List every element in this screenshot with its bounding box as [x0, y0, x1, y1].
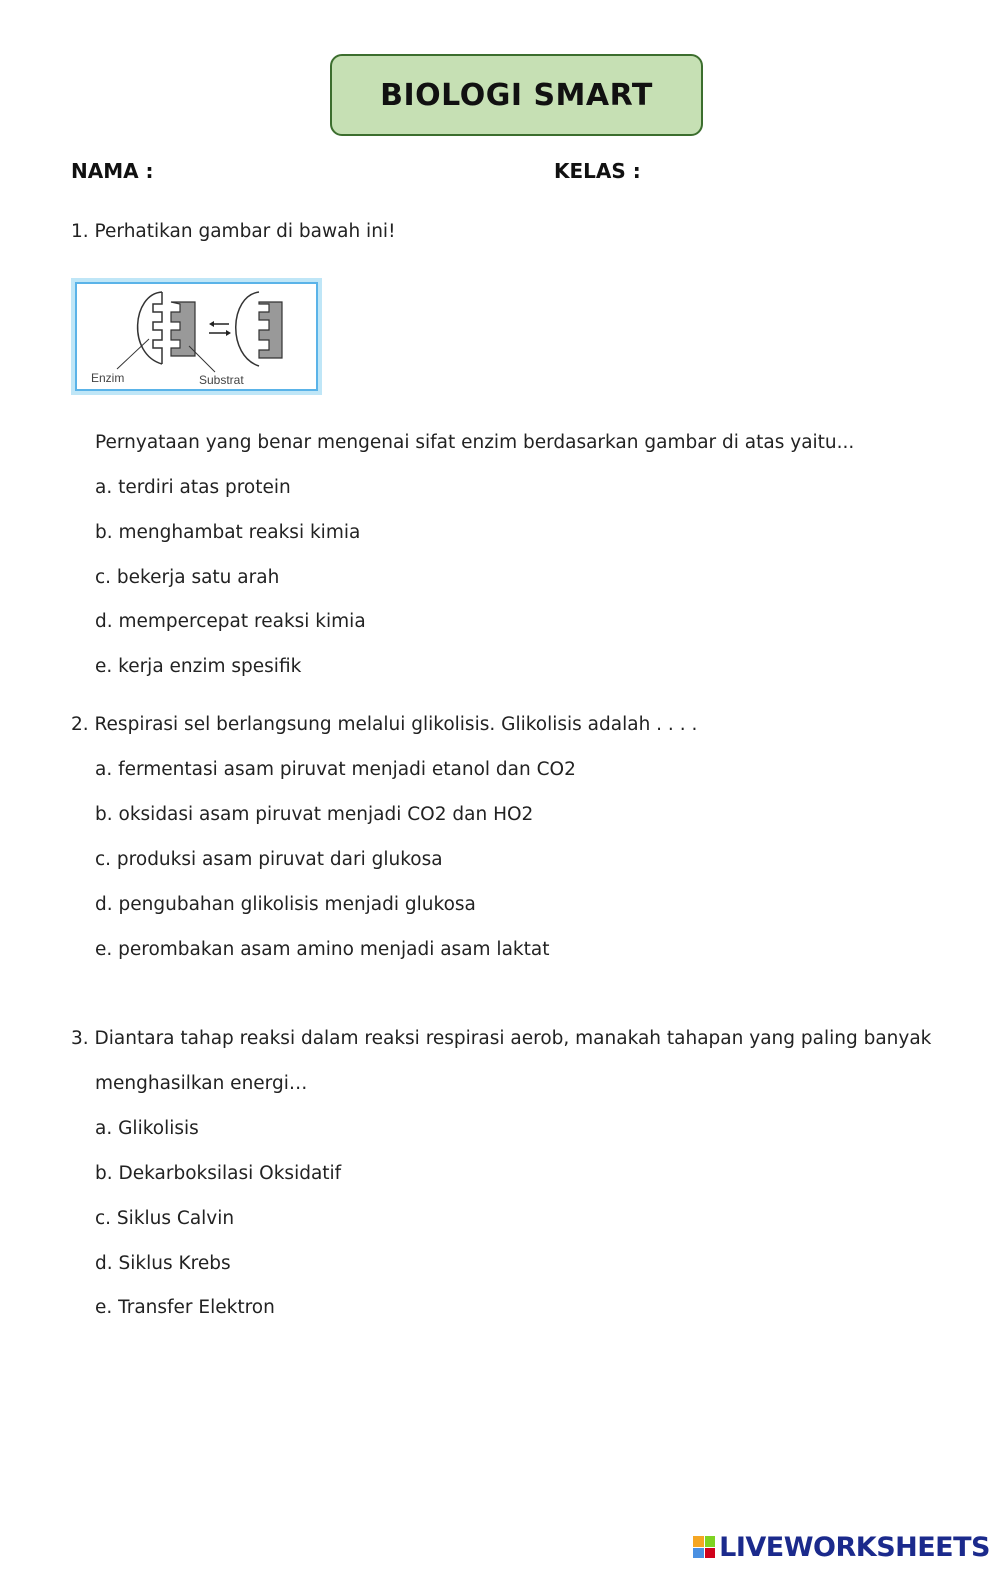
q3-option-d[interactable]: d. Siklus Krebs	[95, 1253, 231, 1274]
page-title: BIOLOGI SMART	[380, 77, 653, 113]
q3-option-b[interactable]: b. Dekarboksilasi Oksidatif	[95, 1163, 342, 1184]
q3-option-a[interactable]: a. Glikolisis	[95, 1118, 199, 1139]
question-3-stem-line2: menghasilkan energi…	[95, 1073, 308, 1094]
logo-mark-icon	[693, 1536, 715, 1558]
question-3-stem-line1: 3. Diantara tahap reaksi dalam reaksi respirasi aerob, manakah tahapan yang paling banyak	[71, 1028, 932, 1049]
question-1-stem: Pernyataan yang benar mengenai sifat enzim berdasarkan gambar di atas yaitu...	[95, 432, 855, 453]
enzim-label: Enzim	[91, 371, 125, 385]
q3-option-c[interactable]: c. Siklus Calvin	[95, 1208, 235, 1229]
q3-option-e[interactable]: e. Transfer Elektron	[95, 1297, 275, 1318]
title-box	[330, 54, 703, 136]
question-2-stem: 2. Respirasi sel berlangsung melalui glikolisis. Glikolisis adalah . . . .	[71, 714, 698, 735]
q2-option-d[interactable]: d. pengubahan glikolisis menjadi glukosa	[95, 894, 476, 915]
q2-option-b[interactable]: b. oksidasi asam piruvat menjadi CO2 dan HO2	[95, 804, 534, 825]
substrat-label: Substrat	[199, 373, 244, 387]
kelas-label: KELAS :	[554, 159, 641, 183]
q1-option-a[interactable]: a. terdiri atas protein	[95, 477, 291, 498]
nama-label: NAMA :	[71, 159, 154, 183]
q2-option-e[interactable]: e. perombakan asam amino menjadi asam laktat	[95, 939, 550, 960]
q1-option-e[interactable]: e. kerja enzim spesifik	[95, 656, 302, 677]
q2-option-c[interactable]: c. produksi asam piruvat dari glukosa	[95, 849, 443, 870]
q1-option-b[interactable]: b. menghambat reaksi kimia	[95, 522, 361, 543]
logo-text: LIVEWORKSHEETS	[719, 1531, 990, 1563]
enzyme-substrate-figure	[71, 278, 322, 395]
liveworksheets-logo[interactable]	[693, 1530, 990, 1564]
q1-option-c[interactable]: c. bekerja satu arah	[95, 567, 280, 588]
q1-option-d[interactable]: d. mempercepat reaksi kimia	[95, 611, 366, 632]
question-1-intro: 1. Perhatikan gambar di bawah ini!	[71, 221, 396, 242]
q2-option-a[interactable]: a. fermentasi asam piruvat menjadi etanol dan CO2	[95, 759, 576, 780]
